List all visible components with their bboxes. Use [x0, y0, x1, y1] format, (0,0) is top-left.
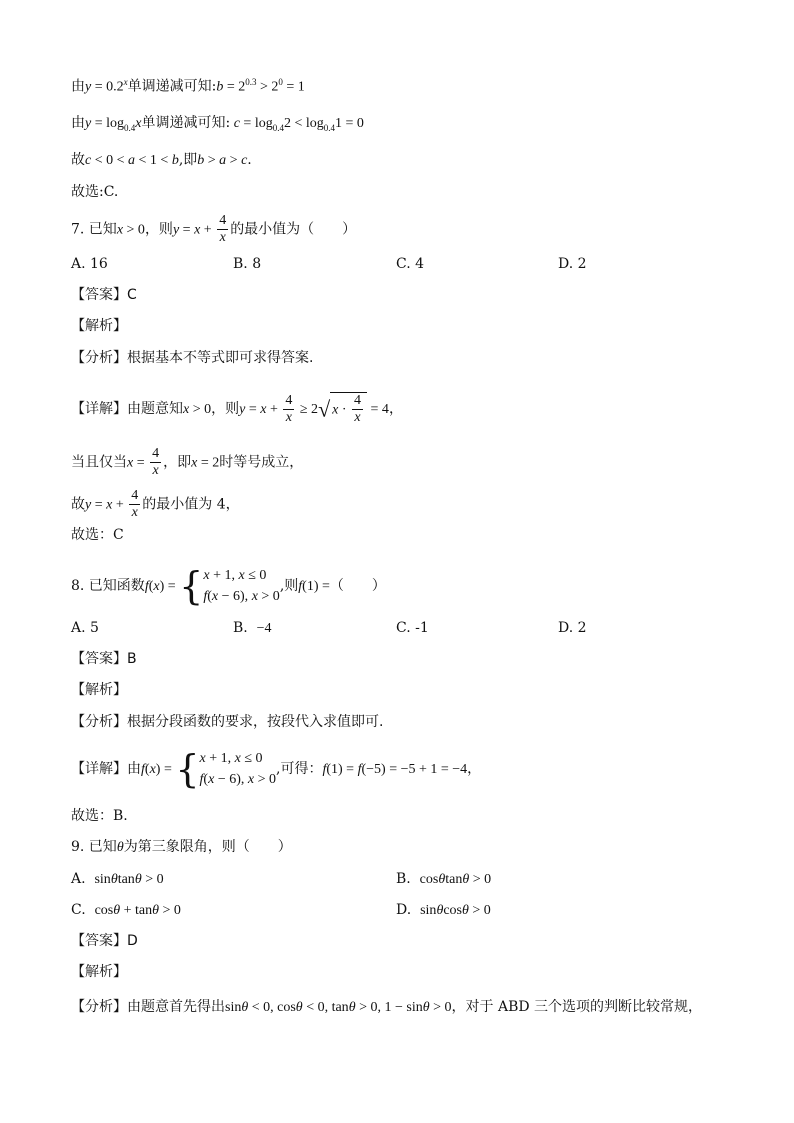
text: 单调递减可知: [141, 115, 231, 131]
fraction: $\frac{4}{x}$ [219, 213, 227, 245]
q9-answer [71, 931, 138, 951]
text: 故 [71, 496, 85, 513]
sqrt: √ x · $\frac{4}{x}$ [318, 392, 367, 426]
text: 7. 已知 [71, 221, 117, 238]
text: 由 [127, 761, 141, 777]
q7-choose: 故选：C [71, 527, 124, 543]
line-2: 由$y = \log_{0.4}x$单调递减可知: $c = \log_{0.4}2 < \log_{0.4}1 = 0$ [71, 115, 364, 133]
answer-tag: 【答案】 [71, 651, 127, 667]
q7-option-d[interactable]: D. 2 [558, 256, 587, 272]
q8-option-b[interactable] [233, 618, 272, 639]
text: 的最小值为（ ） [230, 221, 357, 238]
text: 由题意首先得出 [127, 999, 225, 1015]
q8-stem: 8. 已知函数f(x) = { x + 1, x ≤ 0 f(x − 6), x > 0 ,则f(1) =（ ） [71, 564, 386, 608]
option-label: B. [396, 871, 411, 887]
q7-option-a[interactable]: A. 16 [71, 256, 108, 272]
fenxi-tag: 【分析】 [71, 350, 127, 366]
q7-when: 当且仅当x = $\frac{4}{x}$ ，即x = 2时等号成立， [71, 446, 304, 478]
text: 由 [71, 115, 85, 131]
text: ， [467, 761, 482, 777]
text: 由题意知 [127, 401, 183, 417]
fenxi-text: 根据基本不等式即可求得答案. [127, 350, 314, 366]
answer-tag: 【答案】 [71, 287, 127, 303]
text: （ ） [329, 578, 386, 594]
q8-option-d[interactable]: D. 2 [558, 620, 587, 636]
q9-option-b[interactable]: B. cosθtanθ > 0 [396, 871, 492, 887]
line-3: 故c < 0 < a < 1 < b,即b > a > c. [71, 152, 252, 168]
q7-detail: 【详解】由题意知x > 0，则y = x + $\frac{4}{x}$ ≥ 2√ x · $\frac{4}{x}$ = 4， [71, 392, 403, 425]
q8-answer [71, 649, 137, 669]
text: ， [388, 401, 403, 417]
option-label: C. [71, 902, 86, 918]
q8-fenxi [71, 712, 383, 732]
q8-option-a[interactable]: A. 5 [71, 620, 99, 636]
text: 由 [71, 78, 85, 95]
piecewise: x + 1, x ≤ 0 f(x − 6), x > 0 [203, 568, 280, 604]
q8-choose: 故选：B. [71, 808, 128, 824]
q9-fenxi: 【分析】由题意首先得出sinθ < 0, cosθ < 0, tanθ > 0, 1 − sinθ > 0，对于 ABD 三个选项的判断比较常规， [71, 999, 703, 1015]
text: ,则 [279, 578, 299, 594]
answer-value: B [127, 651, 137, 667]
line-4: 故选:C. [71, 184, 119, 200]
q8-option-c[interactable]: C. -1 [396, 620, 429, 636]
text: 单调递减可知: [127, 78, 217, 95]
answer-value: D [127, 933, 138, 949]
q7-stem: 7. 已知x > 0，则y = x + $\frac{4}{x}$ 的最小值为（ ） [71, 213, 357, 245]
text: 故 [71, 152, 85, 168]
fenxi-text: 根据分段函数的要求，按段代入求值即可. [127, 714, 384, 730]
q9-option-c[interactable]: C. cosθ + tanθ > 0 [71, 902, 181, 918]
q7-analysis-tag: 【解析】 [71, 318, 127, 334]
q9-analysis-tag: 【解析】 [71, 964, 127, 980]
text: 当且仅当 [71, 454, 127, 471]
q8-detail: 【详解】由f(x) = { x + 1, x ≤ 0 f(x − 6), x > 0 ,可得：f(1) = f(−5) = −5 + 1 = −4， [71, 747, 482, 791]
q9-option-d[interactable]: D. sinθcosθ > 0 [396, 902, 491, 918]
q7-fenxi [71, 348, 313, 368]
text: 为第三象限角，则（ ） [123, 839, 292, 855]
text: ,即 [178, 152, 198, 168]
line-1: 由$y = 0.2^x$单调递减可知:b = $2^{0.3} > 2^0 = 1$ [71, 77, 305, 95]
option-label: B. [233, 620, 248, 636]
answer-tag: 【答案】 [71, 933, 127, 949]
q9-stem: 9. 已知θ为第三象限角，则（ ） [71, 839, 292, 855]
text: 的最小值为 4， [142, 496, 240, 513]
text: ，则 [144, 221, 173, 238]
fenxi-tag: 【分析】 [71, 999, 127, 1015]
q7-so: 故y = x + $\frac{4}{x}$ 的最小值为 4， [71, 488, 240, 520]
option-label: A. [71, 871, 86, 887]
text: ,可得： [276, 761, 323, 777]
text: ，则 [211, 401, 240, 417]
q9-option-a[interactable]: A. sinθtanθ > 0 [71, 871, 164, 887]
q7-option-c[interactable]: C. 4 [396, 256, 425, 272]
math: y [85, 79, 92, 95]
option-label: D. [396, 902, 412, 918]
q7-option-b[interactable]: B. 8 [233, 256, 262, 272]
detail-tag: 【详解】 [71, 761, 127, 777]
option-value: −4 [256, 621, 272, 636]
q8-analysis-tag: 【解析】 [71, 682, 127, 698]
text: ，即 [163, 454, 192, 471]
fenxi-tag: 【分析】 [71, 714, 127, 730]
text: . [247, 152, 252, 168]
q7-answer [71, 285, 137, 305]
text: 时等号成立， [219, 454, 304, 471]
answer-value: C [127, 287, 137, 303]
detail-tag: 【详解】 [71, 401, 127, 417]
text: 9. 已知 [71, 839, 117, 855]
text: ，对于 ABD 三个选项的判断比较常规， [451, 999, 703, 1015]
text: 8. 已知函数 [71, 578, 145, 594]
